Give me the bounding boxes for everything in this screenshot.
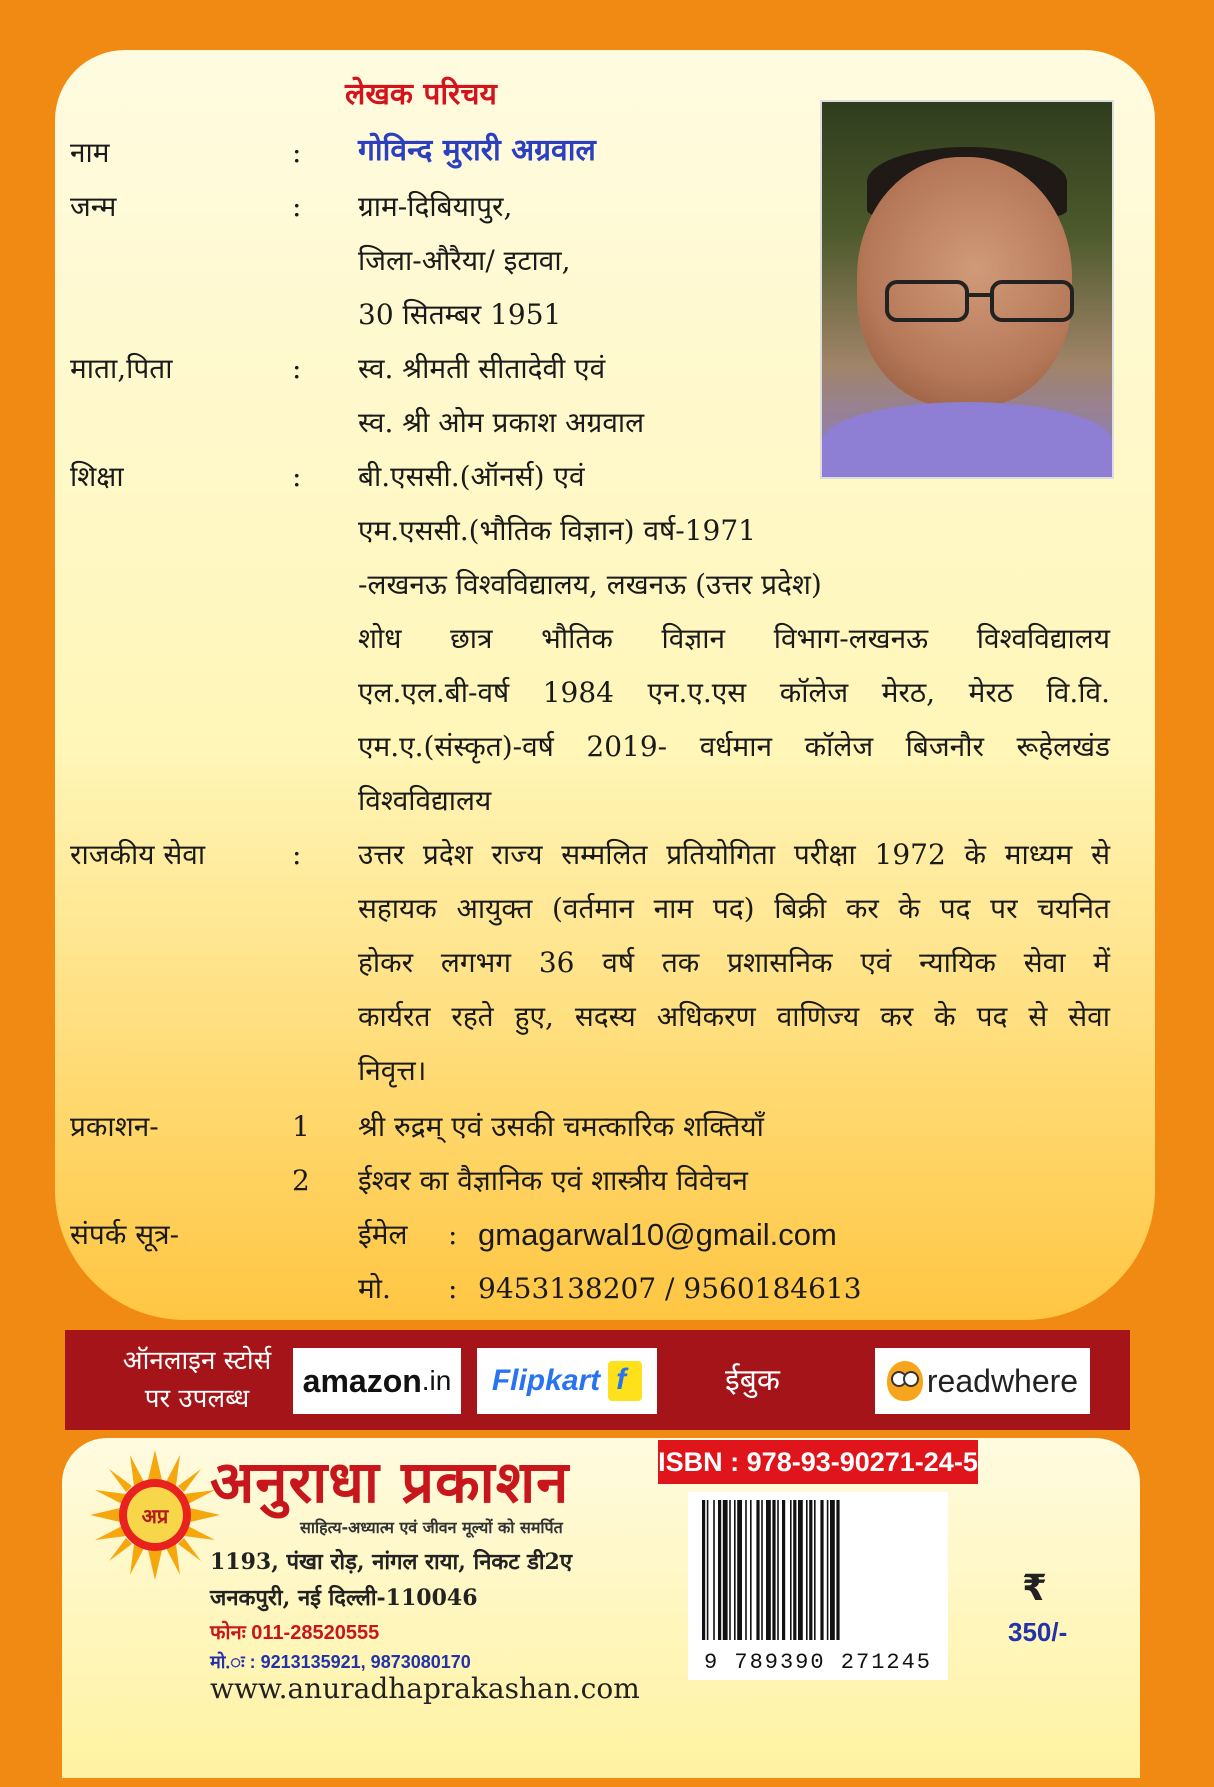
name-colon: : bbox=[292, 136, 302, 169]
parents-colon: : bbox=[292, 352, 302, 385]
publisher-sun-logo-icon bbox=[90, 1450, 220, 1580]
education-line: शोध छात्र भौतिक विज्ञान विभाग-लखनऊ विश्वविद्यालय bbox=[358, 622, 1110, 655]
barcode-bar bbox=[707, 1500, 709, 1640]
service-line: सहायक आयुक्त (वर्तमान नाम पद) बिक्री कर के पद पर चयनित bbox=[358, 892, 1110, 925]
education-line: बी.एससी.(ऑनर्स) एवं bbox=[358, 460, 585, 493]
barcode-bar bbox=[718, 1500, 721, 1640]
education-line: विश्वविद्यालय bbox=[358, 784, 492, 817]
amazon-logo[interactable] bbox=[293, 1348, 461, 1414]
barcode-bar bbox=[809, 1500, 812, 1640]
barcode-bar bbox=[745, 1500, 747, 1640]
ebook-label: ईबुक bbox=[725, 1363, 780, 1398]
birth-line: 30 सितम्बर 1951 bbox=[358, 298, 562, 331]
parents-line: स्व. श्रीमती सीतादेवी एवं bbox=[358, 352, 606, 385]
barcode-bar bbox=[761, 1500, 763, 1640]
barcode-bar bbox=[782, 1500, 785, 1640]
owl-icon bbox=[887, 1361, 923, 1401]
service-line: होकर लगभग 36 वर्ष तक प्रशासनिक एवं न्यायिक सेवा में bbox=[358, 946, 1110, 979]
email-sep: : bbox=[448, 1218, 458, 1251]
barcode-bar bbox=[814, 1500, 816, 1640]
readwhere-logo-text: readwhere bbox=[926, 1362, 1079, 1399]
barcode-bar bbox=[806, 1500, 808, 1640]
service-line: उत्तर प्रदेश राज्य सम्मलित प्रतियोगिता परीक्षा 1972 के माध्यम से bbox=[358, 838, 1110, 871]
barcode-icon bbox=[688, 1492, 948, 1650]
barcode-bar bbox=[777, 1500, 779, 1640]
rupee-symbol: ₹ bbox=[1022, 1568, 1048, 1609]
publisher-address: 1193, पंखा रोड़, नांगल राया, निकट डी2ए bbox=[210, 1549, 573, 1575]
publisher-address: जनकपुरी, नई दिल्ली-110046 bbox=[210, 1585, 478, 1611]
birth-line: ग्राम-दिबियापुर, bbox=[358, 190, 513, 223]
education-colon: : bbox=[292, 460, 302, 493]
birth-label: जन्म bbox=[70, 190, 117, 223]
mobile-number: 9453138207 / 9560184613 bbox=[478, 1272, 862, 1305]
barcode-bar bbox=[772, 1500, 775, 1640]
service-label: राजकीय सेवा bbox=[70, 838, 206, 871]
publications-label: प्रकाशन- bbox=[70, 1110, 159, 1143]
flipkart-logo-text: Flipkart bbox=[491, 1364, 601, 1397]
barcode-bar bbox=[790, 1500, 792, 1640]
amazon-logo-suffix: .in bbox=[421, 1365, 452, 1396]
publication-title: श्री रुद्रम् एवं उसकी चमत्कारिक शक्तियाँ bbox=[358, 1110, 764, 1143]
publication-title: ईश्वर का वैज्ञानिक एवं शास्त्रीय विवेचन bbox=[358, 1164, 748, 1197]
barcode-bar bbox=[729, 1500, 731, 1640]
barcode-bar bbox=[737, 1500, 742, 1640]
email-label: ईमेल bbox=[358, 1218, 408, 1251]
isbn-label: ISBN : 978-93-90271-24-5 bbox=[658, 1440, 978, 1484]
barcode-bar bbox=[830, 1500, 835, 1640]
barcode-bar bbox=[836, 1500, 839, 1640]
flipkart-logo[interactable] bbox=[477, 1348, 657, 1414]
education-line: -लखनऊ विश्वविद्यालय, लखनऊ (उत्तर प्रदेश) bbox=[358, 568, 822, 601]
barcode-bar bbox=[750, 1500, 752, 1640]
barcode-bar bbox=[702, 1500, 705, 1640]
publisher-mobile: मो.ः : 9213135921, 9873080170 bbox=[210, 1652, 471, 1672]
publication-number: 1 bbox=[292, 1110, 310, 1143]
barcode-bar bbox=[713, 1500, 715, 1640]
publisher-website[interactable]: www.anuradhaprakashan.com bbox=[210, 1672, 640, 1705]
barcode-bar bbox=[734, 1500, 736, 1640]
publisher-phone: फोनः 011-28520555 bbox=[210, 1622, 380, 1644]
education-line: एम.एससी.(भौतिक विज्ञान) वर्ष-1971 bbox=[358, 514, 756, 547]
barcode-bar bbox=[827, 1500, 829, 1640]
mobile-label: मो. bbox=[358, 1272, 391, 1305]
education-line: एम.ए.(संस्कृत)-वर्ष 2019- वर्धमान कॉलेज बिजनौर रूहेलखंड bbox=[358, 730, 1110, 763]
publisher-tagline: साहित्य-अध्यात्म एवं जीवन मूल्यों को समर्पित bbox=[300, 1518, 563, 1537]
publisher-logo-text: अप्र bbox=[141, 1504, 169, 1528]
barcode-bar bbox=[756, 1500, 759, 1640]
name-label: नाम bbox=[70, 136, 110, 169]
birth-line: जिला-औरैया/ इटावा, bbox=[358, 244, 571, 277]
price: 350/- bbox=[1008, 1617, 1068, 1647]
amazon-logo-text: amazon bbox=[302, 1362, 422, 1399]
education-label: शिक्षा bbox=[70, 460, 124, 493]
email-link[interactable]: gmagarwal10@gmail.com bbox=[478, 1217, 837, 1252]
barcode-bar bbox=[798, 1500, 803, 1640]
store-label-line: ऑनलाइन स्टोर्स bbox=[122, 1346, 272, 1376]
parents-line: स्व. श्री ओम प्रकाश अग्रवाल bbox=[358, 406, 645, 439]
author-name: गोविन्द मुरारी अग्रवाल bbox=[358, 133, 596, 168]
birth-colon: : bbox=[292, 190, 302, 223]
store-label-line: पर उपलब्ध bbox=[144, 1384, 250, 1414]
contact-label: संपर्क सूत्र- bbox=[70, 1218, 180, 1251]
publisher-name: अनुराधा प्रकाशन bbox=[210, 1448, 570, 1516]
barcode-bar bbox=[793, 1500, 796, 1640]
service-colon: : bbox=[292, 838, 302, 871]
mobile-sep: : bbox=[448, 1272, 458, 1305]
store-label bbox=[77, 1342, 317, 1418]
parents-label: माता,पिता bbox=[70, 352, 173, 385]
barcode-bar bbox=[820, 1500, 823, 1640]
education-line: एल.एल.बी-वर्ष 1984 एन.ए.एस कॉलेज मेरठ, मेरठ वि.वि. bbox=[358, 676, 1110, 709]
barcode-digits: 9 789390 271245 bbox=[703, 1650, 933, 1675]
publication-number: 2 bbox=[292, 1164, 310, 1197]
service-line: निवृत्त। bbox=[358, 1054, 427, 1087]
readwhere-logo[interactable] bbox=[875, 1348, 1090, 1414]
section-heading: लेखक परिचय bbox=[345, 77, 497, 112]
store-band bbox=[65, 1330, 1130, 1430]
barcode-bar bbox=[723, 1500, 728, 1640]
barcode-bar bbox=[766, 1500, 771, 1640]
service-line: कार्यरत रहते हुए, सदस्य अधिकरण वाणिज्य कर के पद से सेवा bbox=[358, 1000, 1110, 1033]
shopping-bag-icon bbox=[608, 1361, 642, 1401]
